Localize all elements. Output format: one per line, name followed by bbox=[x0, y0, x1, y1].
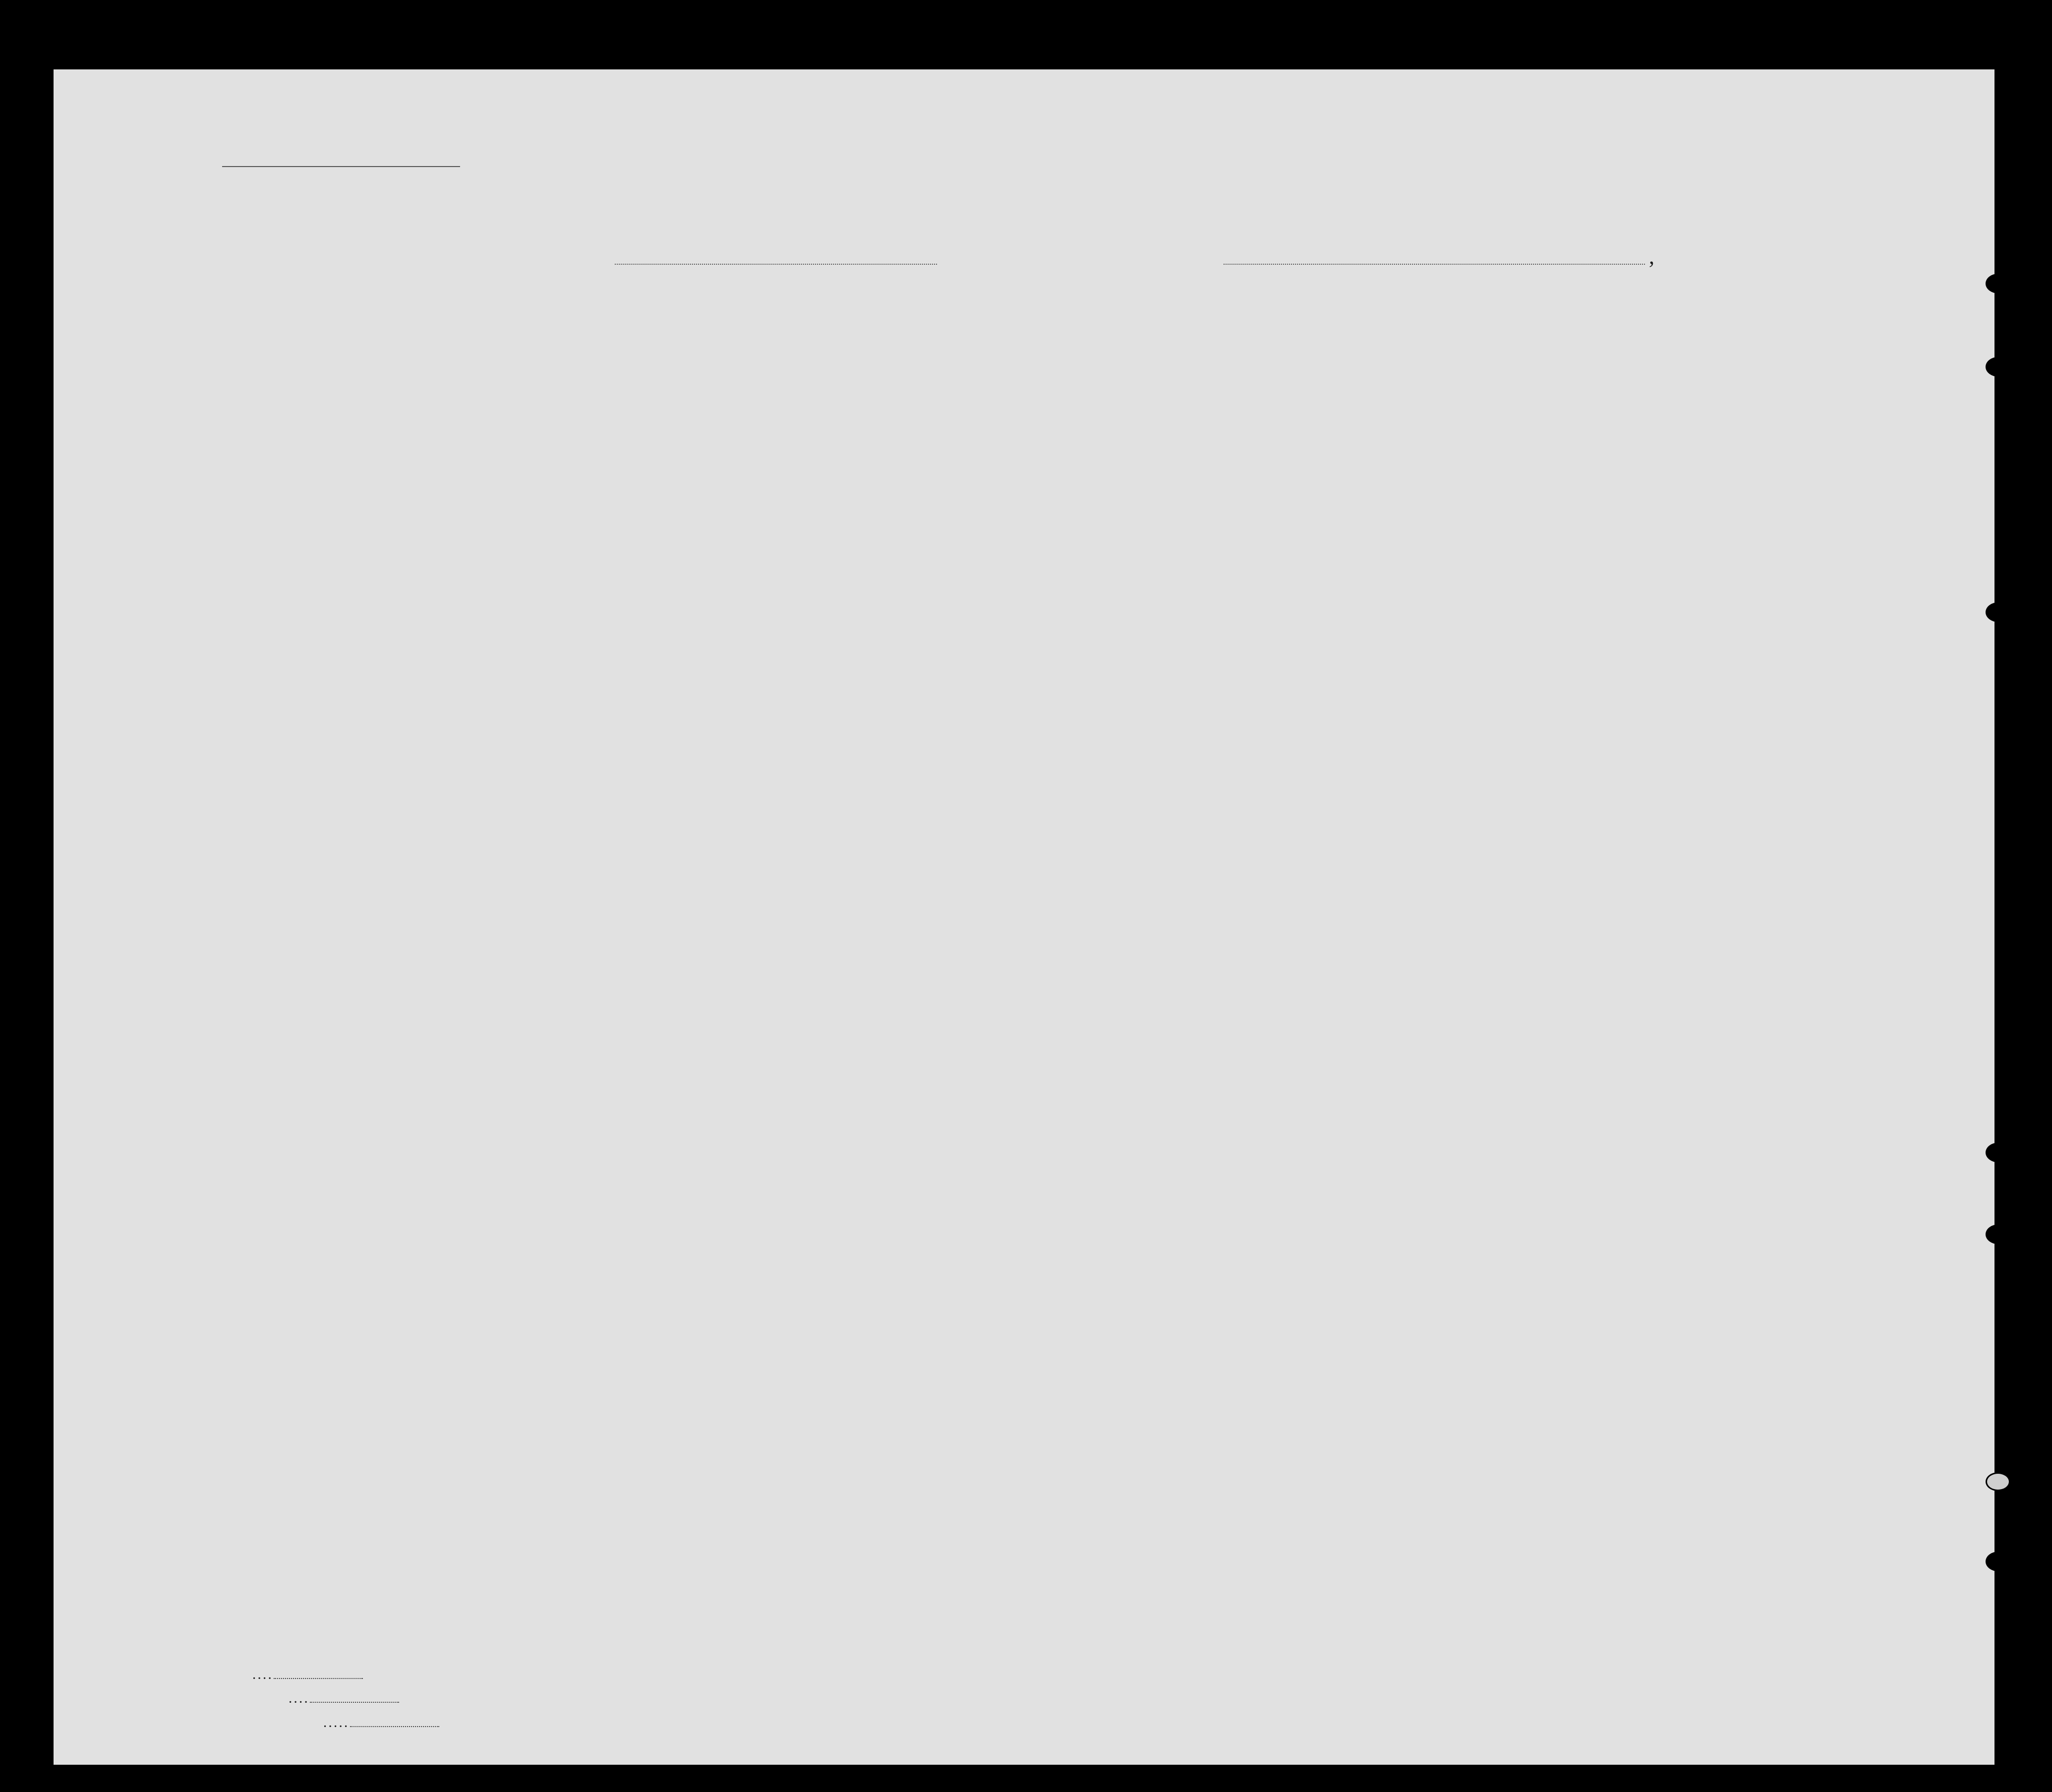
manifest-sheet bbox=[54, 69, 1994, 1765]
binder-hole bbox=[1986, 602, 2011, 622]
binder-hole bbox=[1986, 357, 2011, 377]
footer-total-passengers: . . . . bbox=[253, 1670, 363, 1682]
footer-aliens: . . . . . bbox=[324, 1718, 439, 1730]
binder-hole bbox=[1986, 274, 2011, 293]
binder-hole bbox=[1986, 1472, 2010, 1491]
binder-hole bbox=[1986, 1224, 2011, 1244]
comma: , bbox=[1649, 244, 1654, 269]
binder-hole bbox=[1986, 1552, 2011, 1571]
table-grid bbox=[54, 69, 1994, 1765]
footer-us-citizens: . . . . bbox=[289, 1693, 399, 1706]
binder-hole bbox=[1986, 1143, 2011, 1162]
